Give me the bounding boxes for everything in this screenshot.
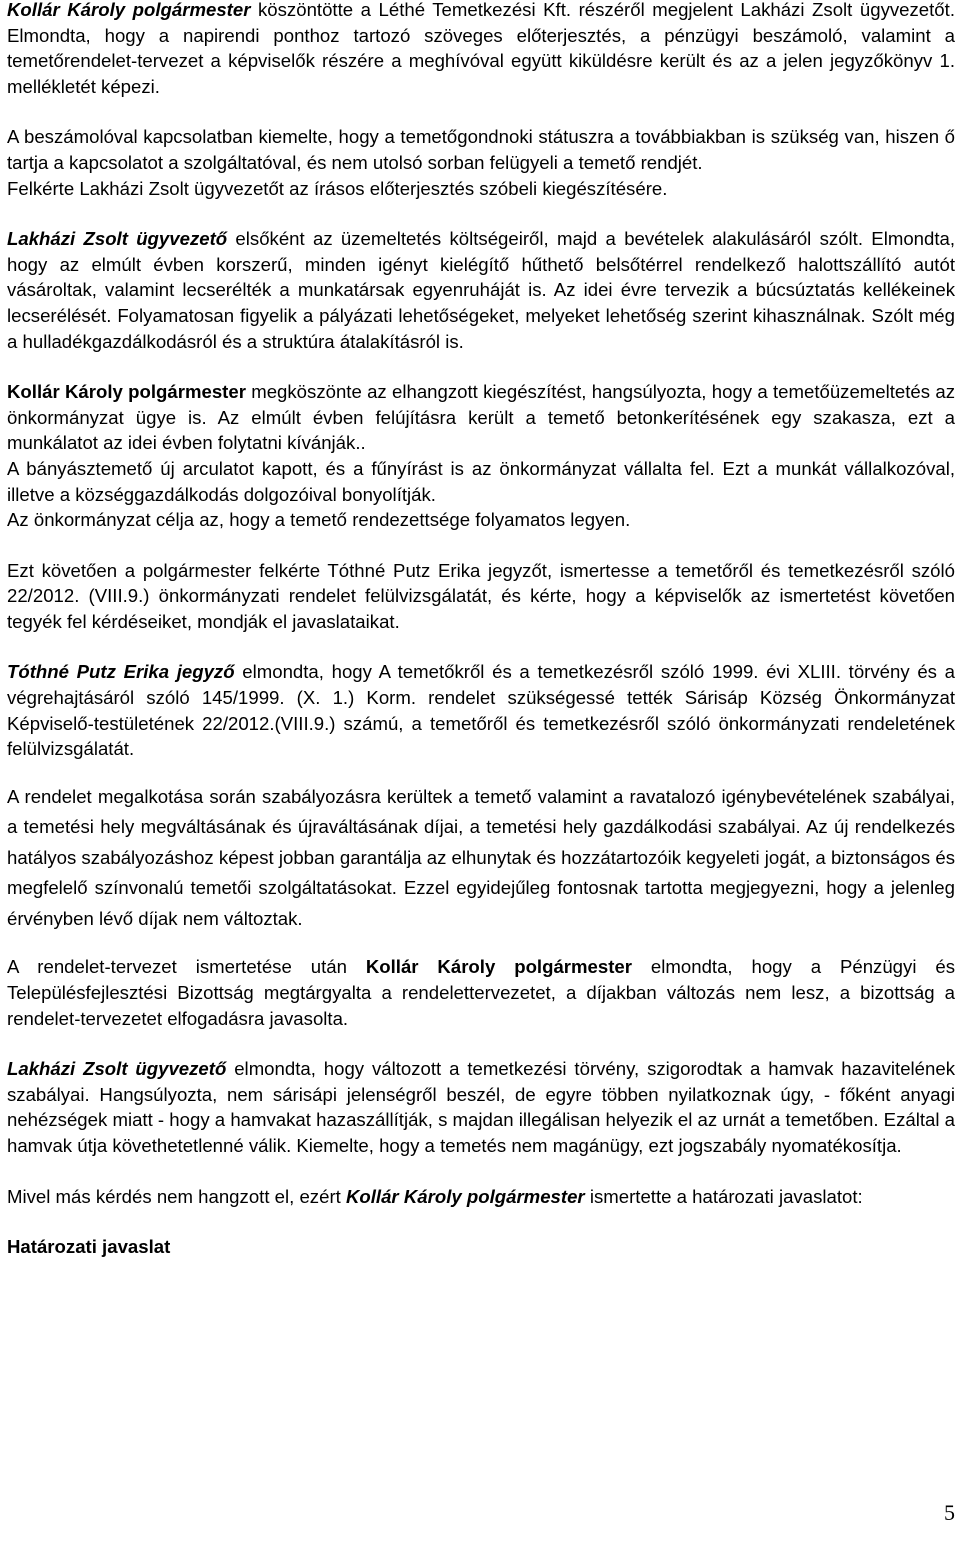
paragraph-miners-cemetery	[7, 456, 955, 507]
paragraph-director-report	[7, 226, 955, 354]
paragraph-text: megköszönte az elhangzott kiegészítést, hangsúlyozta, hogy a temetőüzemeltetés az önkormányzat ügye is. Az elmúlt évben felújításra került a temető betonkerítésének egy szakasza, ezt a munkálatot az idei évben folytatni kívánják..	[7, 381, 955, 454]
speaker-name: Lakházi Zsolt ügyvezető	[7, 1058, 227, 1080]
paragraph-text: elsőként az üzemeltetés költségeiről, majd a bevételek alakulásáról szólt. Elmondta, hogy az elmúlt évben korszerű, minden igényt kielégítő hűthető belsőtérrel rendelkező halottszállító autót vásároltak, valamint lecserélték a munkatársak egyenruháját is. Az idei évre tervezik a búcsúztatás kellékeinek lecserélését. Folyamatosan figyelik a pályázati lehetőségeket, melyeket lehetőség szerint kihasználnak. Szólt még a hulladékgazdálkodásról és a struktúra átalakításról is.	[7, 228, 956, 352]
speaker-name: Lakházi Zsolt ügyvezető	[7, 228, 228, 250]
speaker-name: Tóthné Putz Erika jegyző	[7, 661, 235, 683]
paragraph-text: elmondta, hogy A temetőkről és a temetkezésről szóló 1999. évi XLIII. törvény és a végrehajtásáról szóló 145/1999. (X. 1.) Korm. rendelet szükségessé tették Sárisáp Község Önkormányzat Képviselő-testületének 22/2012.(VIII.9.) számú, a temetőről és temetkezésről szóló önkormányzati rendeletének felülvizsgálatát.	[7, 661, 955, 760]
speaker-name: Kollár Károly polgármester	[365, 956, 633, 978]
page-number: 5	[944, 1500, 955, 1525]
paragraph-regulation-details	[7, 782, 955, 935]
paragraph-text: Mivel más kérdés nem hangzott el, ezért	[7, 1185, 346, 1207]
speaker-name: Kollár Károly polgármester	[345, 1185, 585, 1207]
paragraph-report-remarks	[7, 124, 955, 175]
document-page	[7, 0, 955, 1259]
paragraph-text: elmondta, hogy változott a temetkezési törvény, szigorodtak a hamvak hazavitelének szabályai. Hangsúlyozta, nem sárisápi jelenségről beszél, de egyre többen nyilatkoznak úgy, - főként anyagi nehézségek miatt - hogy a hamvakat hazaszállítják, s majdan illegálisan helyezik el az urnát a temetőben. Ezáltal a hamvak útja követhetetlenné válik. Kiemelte, hogy a temetés nem magánügy, ezt jogszabály nyomatékosítja.	[7, 1058, 955, 1156]
paragraph-text: A beszámolóval kapcsolatban kiemelte, hogy a temetőgondnoki státuszra a továbbiakban is szükség van, hiszen ő tartja a kapcsolatot a szolgáltatóval, és nem utolsó sorban felügyeli a temető rendjét.	[7, 126, 955, 173]
paragraph-notary-request	[7, 558, 955, 635]
speaker-name: Kollár Károly polgármester	[7, 381, 246, 403]
paragraph-text: elmondta, hogy a Pénzügyi és Településfejlesztési Bizottság megtárgyalta a rendelettervezetet, a díjakban változás nem lesz, a bizottság a rendelet-tervezetet elfogadásra javasolta.	[7, 956, 955, 1029]
paragraph-text: köszöntötte a Léthé Temetkezési Kft. részéről megjelent Lakházi Zsolt ügyvezetőt. Elmondta, hogy a napirendi ponthoz tartozó szöveges előterjesztés, a pénzügyi beszámoló, valamint a temetőrendelet-tervezet a képviselők részére a meghívóval együtt kiküldésre került és az a jelen jegyzőkönyv 1. mellékletét képezi.	[7, 0, 955, 97]
paragraph-text: A bányásztemető új arculatot kapott, és a fűnyírást is az önkormányzat vállalta fel. Ezt a munkát vállalkozóval, illetve a községgazdálkodás dolgozóival bonyolítják.	[7, 457, 955, 505]
paragraph-resolution-intro	[7, 1184, 955, 1210]
paragraph-text: Az önkormányzat célja az, hogy a temető rendezettsége folyamatos legyen.	[7, 509, 631, 531]
paragraph-goal	[7, 507, 955, 533]
paragraph-text: A rendelet-tervezet ismertetése után	[7, 956, 366, 978]
paragraph-committee	[7, 954, 955, 1031]
paragraph-text: Ezt követően a polgármester felkérte Tóthné Putz Erika jegyzőt, ismertesse a temetőről és temetkezésről szóló 22/2012. (VIII.9.) önkormányzati rendelet felülvizsgálatát, és kérte, hogy a képviselők az ismertetést követően tegyék fel kérdéseiket, mondják el javaslataikat.	[7, 559, 955, 632]
resolution-heading: Határozati javaslat	[7, 1236, 171, 1258]
paragraph-text: ismertette a határozati javaslatot:	[584, 1185, 863, 1207]
paragraph-mayor-welcome	[7, 0, 955, 99]
paragraph-mayor-thanks	[7, 379, 955, 456]
speaker-name: Kollár Károly polgármester	[7, 0, 251, 20]
paragraph-ashes-rules	[7, 1056, 955, 1158]
paragraph-request	[7, 176, 955, 202]
paragraph-text: Felkérte Lakházi Zsolt ügyvezetőt az írásos előterjesztés szóbeli kiegészítésére.	[7, 177, 668, 199]
paragraph-notary-statement	[7, 659, 955, 761]
paragraph-text: A rendelet megalkotása során szabályozásra kerültek a temető valamint a ravatalozó igénybevételének szabályai, a temetési hely megváltásának és újraváltásának díjai, a temetési hely gazdálkodási szabályai. Az új rendelkezés hatályos szabályozáshoz képest jobban garantálja az elhunytak és hozzátartozóik kegyeleti jogát, a biztonságos és megfelelő színvonalú temetői szolgáltatásokat. Ezzel egyidejűleg fontosnak tartotta megjegyezni, hogy a jelenleg érvényben lévő díjak nem változtak.	[7, 785, 955, 929]
